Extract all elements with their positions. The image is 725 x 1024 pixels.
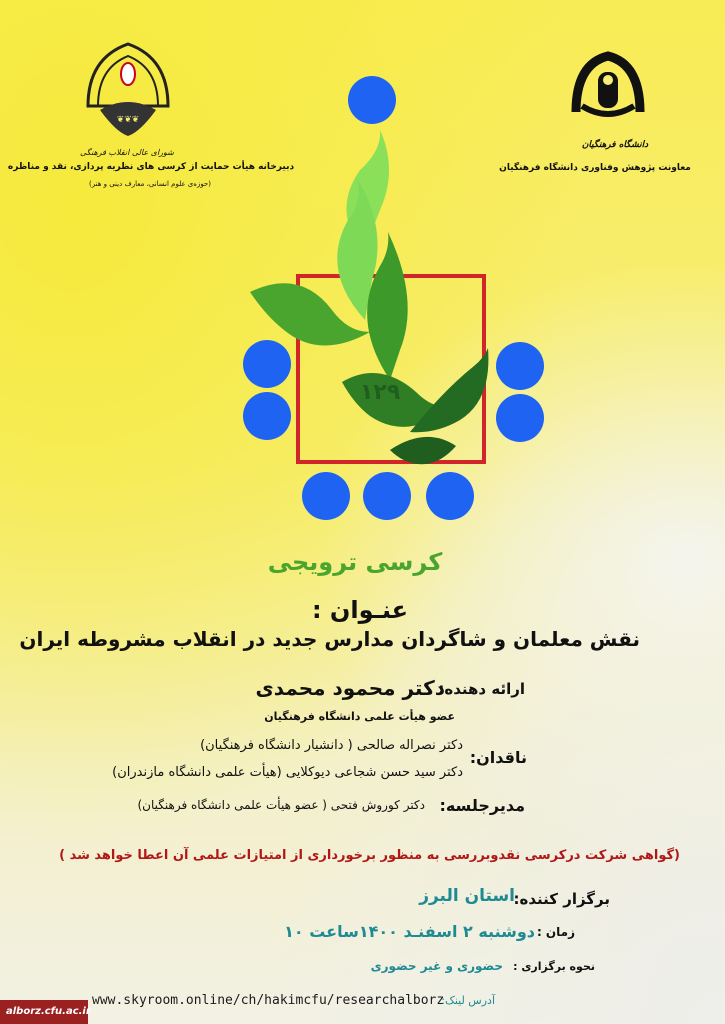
presenter-label: ارائه دهنده: [438,680,525,698]
watermark [0,1000,91,1024]
emblem [230,70,550,540]
left-dot-1 [243,340,291,388]
talk-title: نقش معلمان و شاگردان مدارس جدید در انقلاب مشروطه ایران [19,627,640,651]
top-dot [348,76,396,124]
left-dot-2 [243,392,291,440]
right-dot-2 [496,394,544,442]
right-dot-1 [496,342,544,390]
research-vice-presidency-text: معاونت پژوهش وفناوری دانشگاه فرهنگیان [499,163,691,173]
critics-label: ناقدان: [469,748,527,767]
bottom-dot-3 [426,472,474,520]
bottom-dot-1 [302,472,350,520]
certificate-note: (گواهی شرکت درکرسی نقدوبررسی به منظور برخورداری از امتیازات علمی آن اعطا خواهد شد ) [59,848,680,863]
critic-1: دکتر نصراله صالحی ( دانشیار دانشگاه فرهنگیان) [200,738,463,753]
moderator: دکتر کوروش فتحی ( عضو هیأت علمی دانشگاه فرهنگیان) [137,798,425,812]
council-seal-text: شورای عالی انقلاب فرهنگی [80,148,174,157]
event-type-heading: کرسی ترویجی [267,548,443,576]
attendance-mode: حضوری و غیر حضوری [370,959,503,973]
presenter-name: دکتر محمود محمدی [255,676,445,700]
url-label: آدرس لینک: [441,994,495,1007]
event-time: دوشنبه ۲ اسفنـد ۱۴۰۰ساعت ۱۰ [284,922,535,941]
watermark-text: alborz.cfu.ac.ir [6,1006,91,1017]
presenter-role: عضو هیأت علمی دانشگاه فرهنگیان [264,710,455,723]
farhangian-university-logo [568,50,648,140]
time-label: زمان : [536,925,575,939]
farhangian-logo-caption: دانشگاه فرهنگیان [581,140,649,150]
moderator-label: مدیرجلسه: [439,796,525,815]
svg-text:❦❦❦: ❦❦❦ [116,115,140,125]
title-label: عنـوان : [311,596,409,624]
council-secretariat-text: دبیرخانه هیأت حمایت از کرسی های نظریه پردازی، نقد و مناظره [7,162,295,172]
council-logo [78,36,178,146]
critic-2: دکتر سید حسن شجاعی دیوکلایی (هیأت علمی دانشگاه مازندران) [112,765,463,780]
skyroom-link[interactable]: www.skyroom.online/ch/hakimcfu/researchalborz [92,993,445,1008]
mode-label: نحوه برگزاری : [513,960,595,973]
organizer-label: برگزار کننده: [513,890,610,908]
organizer: استان البرز [419,886,515,906]
emblem-number: ۱۲۹ [360,380,401,405]
council-domain-text: (حوزه‌ی علوم انسانی، معارف دینی و هنر) [89,180,211,188]
bottom-dot-2 [363,472,411,520]
